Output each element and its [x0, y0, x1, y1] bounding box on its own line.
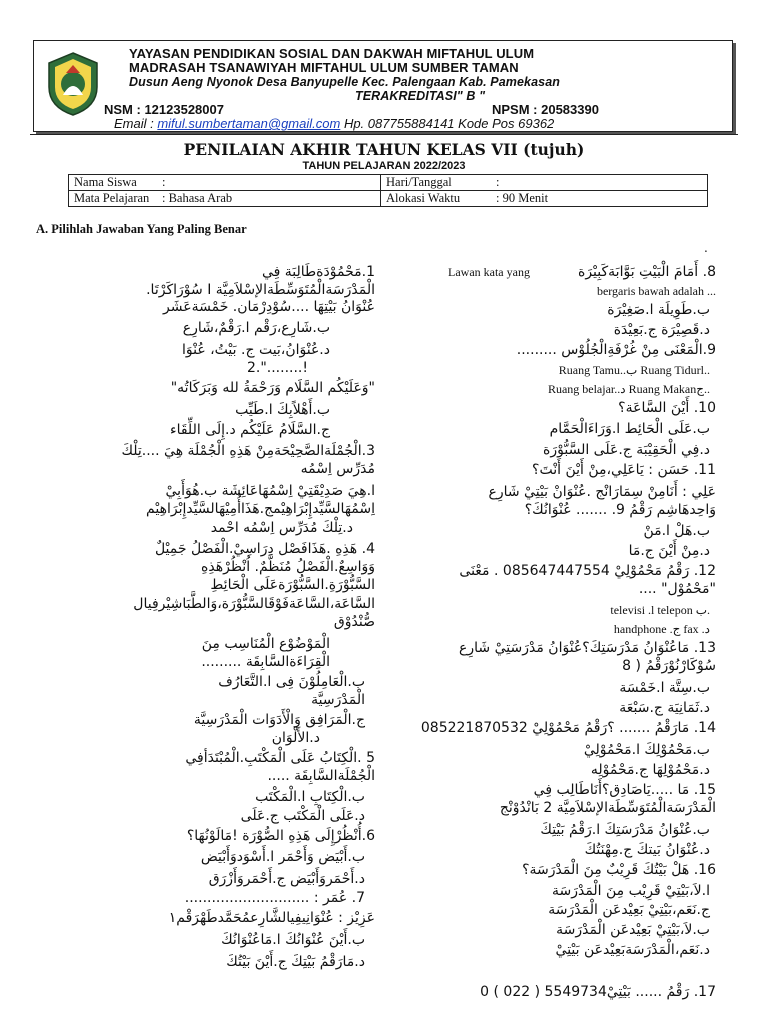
duration-value: : 90 Menit [496, 191, 549, 205]
phone-postcode: Hp. 087755884141 Kode Pos 69362 [340, 116, 555, 131]
question-3-option-a-b[interactable]: ا.هِيَ صَدِيْقَتِيْ اِسْمُهَاعَائِشَة ب.هُوَأَبِيْ [165, 483, 375, 499]
question-7-line-1: 7. عُمَر : ............................ [184, 890, 365, 906]
school-address: Dusun Aeng Nyonok Desa Banyupelle Kec. Palengaan Kab. Pamekasan [129, 75, 560, 89]
question-13-line-1: 13. مَاعُنْوَانُ مَدْرَسَتِكَ؟عُنْوَانُ مَدْرَسَتِيْ شَارِع [459, 640, 716, 656]
question-10-line-1: 10. أَيْنَ السَّاعَة؟ [618, 400, 716, 416]
subject-value: : Bahasa Arab [162, 191, 233, 205]
question-5-options-ab[interactable]: ب.الْكِتَابِ ا.الْمَكْتَب [255, 789, 365, 805]
question-14-options-cd[interactable]: د.مَحْمُوْلِهَا ج.مَحْمُوْلِه [590, 762, 710, 778]
student-info-table [68, 174, 708, 207]
question-8-line-2: bergaris bawah adalah ... [596, 284, 716, 298]
duration-cell [381, 191, 708, 207]
question-6-options-ab[interactable]: ب.أَبْيَض وَأَحْمَر ا.أَسْوَدوَأَبْيَض [200, 849, 365, 865]
question-3-line-1: 3.الْجُمْلَةالصَّحِيْحَةمِنْ هَذِهِ الْجُمْلَة هِيَ ....تِلْكَ [121, 443, 375, 459]
question-4-line-1: 4. هَذِهِ .هَذَافَصْل دِرَاسِيْ.الْفَصْلُ جَمِيْلٌ [154, 541, 375, 557]
date-label: Hari/Tanggal [386, 175, 452, 189]
question-7-options-ab[interactable]: ب.أَيْنَ عُنْوَانُكَ ا.مَاعُنْوَانُكَ [221, 932, 365, 948]
accreditation: TERAKREDITASI" B " [355, 89, 486, 103]
question-2-line-2: "وَعَلَيْكُم السَّلَام وَرَحْمَةُ لله وَبَرَكَاتُه" [170, 380, 375, 396]
question-4-option-d[interactable]: د.الأَلْوَان [271, 730, 320, 746]
duration-label: Alokasi Waktu [386, 191, 461, 205]
school-name: MADRASAH TSANAWIYAH MIFTAHUL ULUM SUMBER TAMAN [129, 60, 519, 75]
question-10-options-ab[interactable]: ب.عَلَى الْحَائِط ا.وَرَاءَالْحَمَّام [549, 421, 710, 437]
email-link[interactable]: miful.sumbertaman@gmail.com [157, 116, 341, 131]
student-name-label: Nama Siswa [74, 175, 137, 189]
question-13-line-2: سُوْكَارْنُوْرَقْمُ ( 8 [622, 658, 716, 674]
question-1-options-ab[interactable]: ب.شَارِع،رَقْم ا.رَقْمٌ،شَارِع [182, 320, 330, 336]
question-5-options-cd[interactable]: د.عَلَى الْمَكْتَب ج.عَلَى [240, 808, 365, 824]
question-12-options-cd[interactable]: handphone .ج fax .د [613, 622, 710, 636]
question-1-line-1: 1.مَحْمُوْدَةطَالِبَة فِي [261, 264, 375, 280]
question-16-option-d[interactable]: د.نَعَم،الْمَدْرَسَةبَعِيْدعَن بَيْتِيْ [555, 942, 710, 958]
npsm-number: NPSM : 20583390 [492, 102, 599, 117]
question-15-options-ab[interactable]: ب.عُنْوَانُ مَدْرَسَتِكَ ا.رَقْمُ بَيْتِكَ [540, 822, 710, 838]
foundation-name: YAYASAN PENDIDIKAN SOSIAL DAN DAKWAH MIFTAHUL ULUM [129, 46, 535, 61]
question-4-option-c[interactable]: ج.الْمَرَافِق وَالْأَدَوَات الْمَدْرَسِيَّة [193, 712, 365, 728]
question-1-line-2: الْمَدْرَسَةالْمُتَوَسِّطَةالإسْلاَمِيَّة I سُوْرَاكَرْتَا. [146, 282, 375, 298]
question-4-option-b-cont: الْمَدْرَسِيَّة [311, 692, 365, 708]
question-4-line-7: الْقِرَاءَةالسَّابِقَة ......... [201, 654, 330, 670]
question-11-line-1: 11. حَسَن : يَاعَلِي،مِنْ أَيْنَ أَنْتَ؟ [532, 462, 716, 478]
question-9-options-ab[interactable]: Ruang Tamu..ب Ruang Tidurl.. [558, 363, 710, 377]
question-12-line-1: 12. رَقْمُ مَحْمُوْلِيْ 085647447554 . مَعْنَى [459, 563, 716, 579]
question-12-line-2: "مَحْمُوْل" .... [638, 581, 716, 597]
question-11-options-ab[interactable]: ب.هَلْ ا.مَنْ [643, 523, 710, 539]
question-7-options-cd[interactable]: د.مَارَقْمُ بَيْتِكَ ج.أَيْنَ بَيْتُكَ [226, 954, 365, 970]
question-15-options-cd[interactable]: د.عُنْوَانُ بَيتكَ ج.مِهْنَتُكَ [584, 842, 710, 858]
question-11-line-3: وَاحِدهَاشِم رَقْمُ 9. ....... عُنْوَانُكَ؟ [524, 502, 716, 518]
question-12-options-ab[interactable]: televisi .l telepon ب. [610, 603, 710, 617]
question-11-options-cd[interactable]: د.مِنْ أَيْنَ ج.مَا [628, 543, 710, 559]
question-8-lead: Lawan kata yang [448, 265, 530, 279]
question-5-line-2: الْجُمْلَةالسَّابِقَة ..... [267, 768, 375, 784]
question-16-option-c[interactable]: ج.نَعَم،بَيْتِيْ بَعِيْدعَن الْمَدْرَسَة [548, 902, 710, 918]
question-17-line-1: 17. رَقْمُ ...... بَيْتِيْ5549734 ( 022 ) 0 [480, 984, 716, 1000]
school-logo-icon [46, 51, 100, 117]
question-4-options-ab[interactable]: ب.الْعَامِلُوْنَ فِى ا.التَّعَارُف [218, 674, 365, 690]
email-label: Email : [114, 116, 158, 131]
date-cell[interactable] [381, 175, 708, 191]
subject-label: Mata Pelajaran [74, 191, 150, 205]
question-1-options-cd[interactable]: د.عُنْوَانُ،بَيت ج. بَيْتُ، عُنْوَا [182, 342, 330, 358]
stray-dot: . [704, 241, 708, 255]
question-9-options-cd[interactable]: Ruang belajar..د Ruang Makanج.. [547, 382, 710, 396]
question-2-line-1: 2."........! [246, 360, 308, 376]
question-8-arabic: 8. أَمَامَ الْبَيْتِ بَوَّابَةكَبِيْرَة [578, 264, 716, 280]
question-15-line-1: 15. مَا .....يَاصَادِق؟أَنَاطَالِب فِي [533, 782, 716, 798]
question-4-line-2: وَوَاسِعٌ.الْفَصْلُ مُنَظَّمٌ. اُنْظُرْهَذِهِ [201, 559, 375, 575]
subject-cell [69, 191, 381, 207]
question-6-options-cd[interactable]: د.أَحْمَروَأَبْيَض ج.أَحْمَروَأَزْرَق [208, 871, 365, 887]
question-16-option-b[interactable]: ب.لاَ،بَيْتِيْ بَعِيْدعَن الْمَدْرَسَة [556, 922, 710, 938]
question-5-line-1: 5 .الْكِتَابُ عَلَى الْمَكْتَبِ.الْمُبْتَدَأفِي [185, 750, 375, 766]
date-value: : [496, 175, 500, 189]
table-row [69, 191, 708, 207]
question-3-option-d[interactable]: د.تِلْكَ مُدَرِّس اِسْمُه احْمد [210, 520, 353, 536]
academic-year: TAHUN PELAJARAN 2022/2023 [302, 160, 466, 172]
nsm-number: NSM : 12123528007 [104, 102, 224, 117]
question-13-options-cd[interactable]: د.ثَمَانِيَة ج.سَبْعَة [619, 700, 710, 716]
question-14-line-1: 14. مَارَقْمُ ....... ؟رَقْمُ مَحْمُوْلِيْ 085221870532 [420, 720, 716, 736]
question-8-options-cd[interactable]: د.قَصِيْرَة ج.بَعِيْدَة [613, 322, 710, 338]
student-name-value: : [162, 175, 166, 189]
question-9-line-1: 9.الْمَعْنَى مِنْ غُرْفَةِالْجُلُوْس ......... [516, 342, 716, 358]
question-11-line-2: عَلِي : أَنَامِنْ سِمَارَانْج .عُنْوَانْ بَيْتِيْ شَارِع [488, 484, 716, 500]
question-8-options-ab[interactable]: ب.طَوِيلَة ا.صَغِيْرَة [607, 302, 710, 318]
question-14-options-ab[interactable]: ب.مَحْمُوْلِكَ ا.مَحْمُوْلِيْ [583, 742, 710, 758]
question-2-options-cd[interactable]: ج.السَّلَامُ عَلَيْكُم د.إِلَى اللِّقَاء [170, 422, 330, 438]
section-a-heading: A. Pilihlah Jawaban Yang Paling Benar [36, 222, 247, 236]
student-name-cell[interactable] [69, 175, 381, 191]
question-15-line-2: الْمَدْرَسَةالْمُتَوَسِّطَةالإسْلاَمِيَّة 2 بَانْدُوْنْج [499, 800, 716, 816]
question-7-line-2: عَزِيْز : عُنْوَانِيفِيالشَّارِعمُحَمَّدطَهْرَقْم١ [168, 910, 375, 926]
contact-line [114, 116, 554, 131]
question-16-line-1: 16. هَلْ بَيْتُكَ قَرِيْبٌ مِنَ الْمَدْرَسَة؟ [522, 862, 716, 878]
question-6-line-1: 6.أُنْظُرْإِلَى هَذِهِ الصُّوْرَة !مَالَوْنُهَا؟ [186, 828, 375, 844]
question-3-option-b-c[interactable]: اِسْمُهَالسَّيِّدإِبْرَاهِيْمج.هَذَاأُمِيْهَالسَّيِّدإِبْرَاهِيْم [146, 501, 375, 517]
question-3-line-2: مُدَرِّس اِسْمُه [300, 461, 375, 477]
question-2-options-ab[interactable]: ب.أَهْلاًبِكَ ا.طَيِّب [235, 402, 330, 418]
table-row [69, 175, 708, 191]
question-4-line-6: الْمَوْضُوْع الْمُنَاسِب مِنَ [201, 636, 330, 652]
letterhead [33, 40, 733, 132]
header-divider [30, 134, 738, 135]
question-1-line-3: عُنْوَانُ بَيْتِهَا ....سُوْدِرْمَان. خَمْسَةعَشَر [163, 299, 375, 315]
question-4-line-5: صُّنْدُوْق [333, 614, 375, 630]
exam-title: PENILAIAN AKHIR TAHUN KELAS VII (tujuh) [183, 140, 585, 159]
question-4-line-4: السَّاعَة،السَّاعَةفَوْقَالسَّبُّوْرَة،وَالطَّبَاشِيْرفِيال [133, 596, 375, 612]
question-10-options-cd[interactable]: د.فِي الْحَقِيْبَة ج.عَلَى السَّبُّوْرَة [543, 442, 710, 458]
question-13-options-ab[interactable]: ب.سِتَّة ا.خَمْسَة [619, 680, 710, 696]
question-16-option-a[interactable]: ا.لاَ،بَيْتِيْ قَرِيْب مِنَ الْمَدْرَسَة [551, 883, 710, 899]
question-4-line-3: السَّبُّوْرَةِ.السَّبُّوْرَةعَلَى الْحَائِطِ [210, 577, 375, 593]
